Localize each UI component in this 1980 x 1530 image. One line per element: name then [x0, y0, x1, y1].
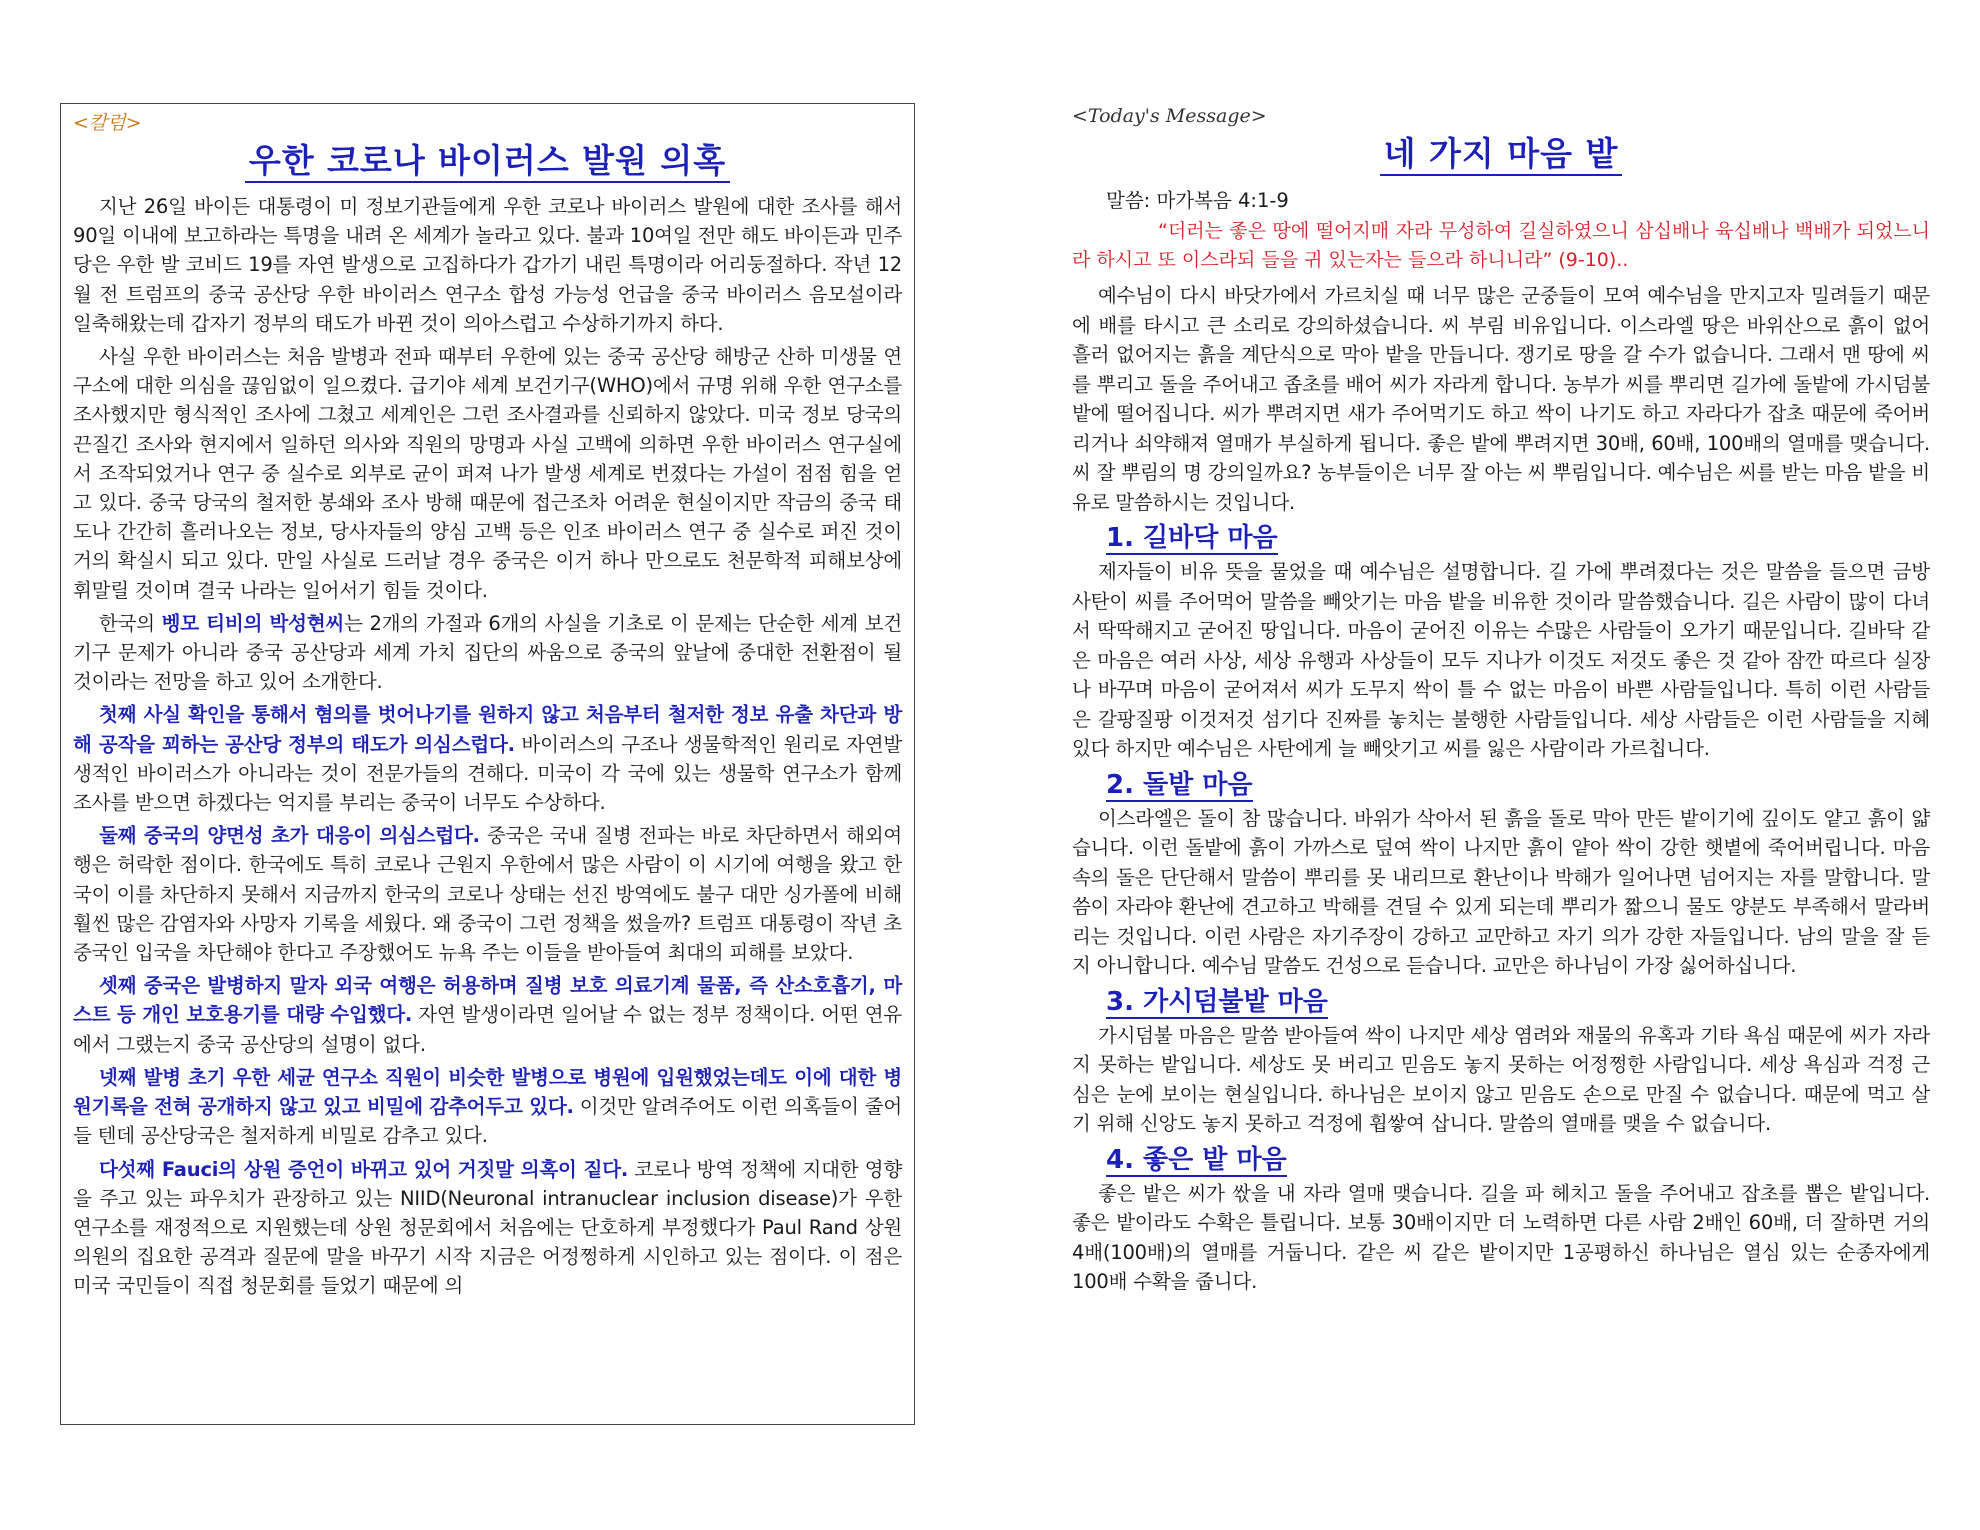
paragraph-text: 자연 발생이라면 일어날 수 없는 정부 정책이다. 어떤 연유에서 그랬는지 중국 공산당의 설명이 없다.: [73, 1003, 902, 1056]
section-heading: [1072, 521, 1930, 555]
message-title: [1072, 129, 1930, 185]
column-paragraph: [73, 1155, 902, 1301]
paragraph-text: 사실 우한 바이러스는 처음 발병과 전파 때부터 우한에 있는 중국 공산당 해방군 산하 미생물 연구소에 대한 의심을 끊임없이 일으켰다. 급기야 세계 보건기구(WHO)에서 규명 위해 우한 연구소를 조사했지만 형식적인 조사에 그쳤고 세계인은 그런 조사결과를 신뢰하지 않았다. 미국 정보 당국의 끈질긴 조사와 현지에서 일하던 의사와 직원의 망명과 사실 고백에 의하면 우한 바이러스 연구실에서 조작되었거나 연구 중 실수로 외부로 균이 퍼져 나가 발생 세계로 번졌다는 가설이 점점 힘을 얻고 있다. 중국 당국의 철저한 봉쇄와 조사 방해 때문에 접근조차 어려운 현실이지만 작금의 중국 태도나 간간히 흘러나오는 정보, 당사자들의 양심 고백 등은 인조 바이러스 연구 중 실수로 퍼진 것이 거의 확실시 되고 있다. 만일 사실로 드러날 경우 중국은 이거 하나 만으로도 천문학적 피해보상에 휘말릴 것이며 결국 나라는 일어서기 힘들 것이다.: [73, 345, 902, 602]
message-sections: [1072, 521, 1930, 1297]
section-body: 이스라엘은 돌이 참 많습니다. 바위가 삭아서 된 흙을 돌로 막아 만든 밭이기에 깊이도 얕고 흙이 얇습니다. 이런 돌밭에 흙이 가까스로 덮여 싹이 나지만 흙이 얕아 싹이 강한 햇볕에 죽어버립니다. 마음속의 돌은 단단해서 말씀이 뿌리를 못 내리므로 환난이나 박해가 일어나면 넘어지는 자를 말합니다. 말씀이 자라야 환난에 견고하고 박해를 견딜 수 있게 되는데 뿌리가 짧으니 물도 양분도 부족해서 말라버리는 것입니다. 이런 사람은 자기주장이 강하고 교만하고 자기 의가 강한 자들입니다. 남의 말을 잘 듣지 아니합니다. 예수님 말씀도 건성으로 듣습니다. 교만은 하나님이 가장 싫어하십니다.: [1072, 806, 1930, 977]
section-body: 제자들이 비유 뜻을 물었을 때 예수님은 설명합니다. 길 가에 뿌려졌다는 것은 말씀을 들으면 금방 사탄이 씨를 주어먹어 말씀을 빼앗기는 마음 밭을 비유한 것이라 말씀했습니다. 길은 사람이 많이 다녀서 딱딱해지고 굳어진 땅입니다. 마음이 굳어진 이유는 수많은 사람들이 오가기 때문입니다. 길바닥 같은 마음은 여러 사상, 세상 유행과 사상들이 모두 지나가 이것도 저것도 좋은 것 같아 잠깐 따르다 실장 나 바꾸며 마음이 굳어져서 씨가 도무지 싹이 틀 수 없는 마음이 바쁜 사람들입니다. 특히 이런 사람들은 갈팡질팡 이것저것 섬기다 진짜를 놓치는 불행한 사람들입니다. 세상 사람들은 이런 사람들을 지혜 있다 하지만 예수님은 사탄에게 늘 빼앗기고 씨를 잃은 사람이라 가르칩니다.: [1072, 560, 1930, 760]
right-message-page: [1072, 103, 1930, 1433]
highlighted-text: 첫째 사실 확인을 통해서 혐의를 벗어나기를 원하지 않고 처음부터 철저한 정보 유출 차단과 방해 공작을 꾀하는 공산당 정부의 태도가 의심스럽다.: [73, 703, 902, 756]
left-column-page: [60, 103, 915, 1425]
highlighted-text: 다섯째 Fauci의 상원 증언이 바뀌고 있어 거짓말 의혹이 짙다.: [99, 1157, 629, 1181]
paragraph-text: 바이러스의 구조나 생물학적인 원리로 자연발생적인 바이러스가 아니라는 것이 전문가들의 견해다. 미국이 각 국에 있는 생물학 연구소가 함께 조사를 받으면 하겠다는 억지를 부리는 중국이 너무도 수상하다.: [73, 732, 902, 815]
section-heading: [1072, 768, 1930, 802]
section-heading: [1072, 1143, 1930, 1177]
column-paragraph: [73, 342, 902, 605]
column-paragraph: [73, 192, 902, 338]
column-paragraph: [73, 609, 902, 697]
section-heading-text: 2. 돌밭 마음: [1106, 769, 1253, 800]
scripture-quote: “더러는 좋은 땅에 떨어지매 자라 무성하여 길실하였으니 삼십배나 육십배나 백배가 되었느니라 하시고 또 이스라되 들을 귀 있는자는 들으라 하니니라” (9-10)..: [1072, 220, 1930, 271]
column-paragraph: [73, 971, 902, 1059]
highlighted-text: 셋째 중국은 발병하지 말자 외국 여행은 허용하며 질병 보호 의료기계 물품, 즉 산소호흡기, 마스트 등 개인 보호용기를 대량 수입했다.: [73, 974, 902, 1027]
column-body: [73, 192, 902, 1301]
highlighted-text: 둘째 중국의 양면성 초가 대응이 의심스럽다.: [99, 824, 480, 848]
paragraph-text: 코로나 방역 정책에 지대한 영향을 주고 있는 파우치가 관장하고 있는 NIID(Neuronal intranuclear inclusion disease)가 우한 연구소를 재정적으로 지원했는데 상원 청문회에서 처음에는 단호하게 부정했다가 Paul Rand 상원의원의 집요한 공격과 질문에 말을 바꾸기 시작 지금은 어정쩡하게 시인하고 있는 점이다. 이 점은 미국 국민들이 직접 청문회를 들었기 때문에 의: [73, 1157, 902, 1298]
paragraph-text: 한국의: [99, 611, 162, 635]
section-heading-text: 1. 길바닥 마음: [1106, 523, 1278, 553]
section-heading-text: 3. 가시덤불밭 마음: [1106, 986, 1328, 1017]
paragraph-text: 이것만 알려주어도 이런 의혹들이 줄어들 텐데 공산당국은 철저하게 비밀로 감추고 있다.: [73, 1095, 902, 1148]
message-title-text: 네 가지 마음 밭: [1380, 134, 1623, 176]
highlighted-text: 넷째 발병 초기 우한 세균 연구소 직원이 비슷한 발병으로 병원에 입원했었는데도 이에 대한 병원기록을 전혀 공개하지 않고 있고 비밀에 감추어두고 있다.: [73, 1065, 902, 1119]
highlighted-text: 벵모 티비의 박성현씨: [161, 611, 345, 635]
column-section-tag: <칼럼>: [73, 112, 142, 134]
column-title-text: 우한 코로나 바이러스 발원 의혹: [245, 141, 730, 183]
paragraph-text: 중국은 국내 질병 전파는 바로 차단하면서 해외여행은 허락한 점이다. 한국에도 특히 코로나 근원지 우한에서 많은 사람이 이 시기에 여행을 왔고 한국이 이를 차단하지 못해서 지금까지 한국의 코로나 상태는 선진 방역에도 불구 대만 싱가폴에 비해 훨씬 많은 감염자와 사망자 기록을 세웠다. 왜 중국이 그런 정책을 썼을까? 트럼프 대통령이 작년 초 중국인 입국을 차단해야 한다고 주장했어도 뉴욕 주는 이들을 받아들여 최대의 피해를 보았다.: [73, 824, 902, 965]
column-paragraph: [73, 700, 902, 817]
column-paragraph: [73, 821, 902, 967]
paragraph-text: 지난 26일 바이든 대통령이 미 정보기관들에게 우한 코로나 바이러스 발원에 대한 조사를 해서 90일 이내에 보고하라는 특명을 내려 온 세계가 놀라고 있다. 불과 10여일 전만 해도 바이든과 민주당은 우한 발 코비드 19를 자연 발생으로 고집하다가 갑가기 내린 특명이라 어리둥절하다. 작년 12월 전 트럼프의 중국 공산당 우한 바이러스 연구소 합성 가능성 언급을 중국 바이러스 음모설이라 일축해왔는데 갑자기 정부의 태도가 바뀐 것이 의아스럽고 수상하기까지 하다.: [73, 195, 902, 335]
section-heading-text: 4. 좋은 밭 마음: [1106, 1144, 1287, 1175]
column-paragraph: [73, 1063, 902, 1151]
section-body: 좋은 밭은 씨가 싻을 내 자라 열매 맺습니다. 길을 파 헤치고 돌을 주어내고 잡초를 뽑은 밭입니다. 좋은 밭이라도 수확은 틀립니다. 보통 30배이지만 더 노력하면 다른 사람 2배인 60배, 더 잘하면 거의 4배(100배)의 열매를 거둡니다. 같은 씨 같은 밭이지만 1공평하신 하나님은 열심 있는 순종자에게 100배 수확을 줍니다.: [1072, 1181, 1930, 1293]
section-body: 가시덤불 마음은 말씀 받아들여 싹이 나지만 세상 염려와 재물의 유혹과 기타 욕심 때문에 씨가 자라지 못하는 밭입니다. 세상도 못 버리고 믿음도 놓지 못하는 어정쩡한 사람입니다. 세상 욕심과 걱정 근심은 눈에 보이는 현실입니다. 하나님은 보이지 않고 믿음도 손으로 만질 수 없습니다. 때문에 먹고 살기 위해 신앙도 놓지 못하고 걱정에 휩쌓여 삽니다. 말씀의 열매를 맺을 수 없습니다.: [1072, 1023, 1930, 1135]
section-heading: [1072, 985, 1930, 1019]
message-intro: 예수님이 다시 바닷가에서 가르치실 때 너무 많은 군중들이 모여 예수님을 만지고자 밀려들기 때문에 배를 타시고 큰 소리로 강의하셨습니다. 씨 부림 비유입니다. 이스라엘 땅은 바위산으로 흙이 없어 흘러 없어지는 흙을 계단식으로 막아 밭을 만듭니다. 쟁기로 땅을 갈 수가 없습니다. 그래서 맨 땅에 씨를 뿌리고 돌을 주어내고 좁초를 배어 씨가 자라게 합니다. 농부가 씨를 뿌리면 길가에 돌밭에 가시덤불 밭에 떨어집니다. 씨가 뿌려지면 새가 주어먹기도 하고 싹이 나기도 하고 자라다가 잡초 때문에 죽어버리거나 쇠약해져 열매가 부실하게 됩니다. 좋은 밭에 뿌려지면 30배, 60배, 100배의 열매를 맺습니다. 씨 잘 뿌림의 명 강의일까요? 농부들이은 너무 잘 아는 씨 뿌림입니다. 예수님은 씨를 받는 마음 밭을 비유로 말씀하시는 것입니다.: [1072, 284, 1930, 514]
message-section-tag: <Today's Message>: [1072, 105, 1267, 127]
paragraph-text: 는 2개의 가절과 6개의 사실을 기초로 이 문제는 단순한 세계 보건기구 문제가 아니라 중국 공산당과 세계 가치 집단의 싸움으로 중국의 앞날에 중대한 전환점이 될 것이라는 전망을 하고 있어 소개한다.: [73, 611, 902, 694]
scripture-reference: 말씀: 마가복음 4:1-9: [1106, 189, 1289, 212]
column-title: [73, 136, 902, 192]
